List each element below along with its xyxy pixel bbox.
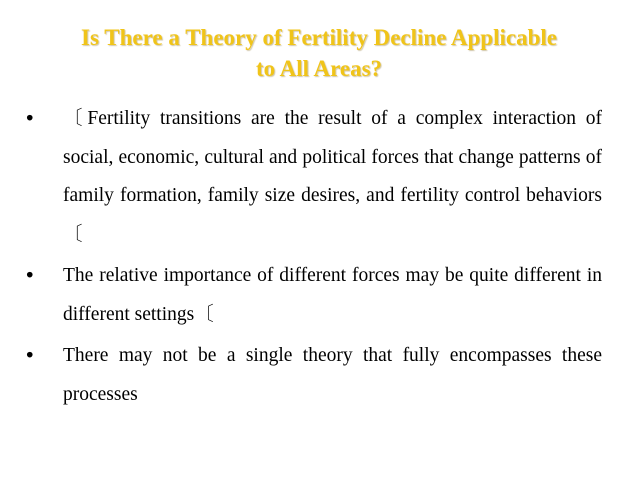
bullet-icon: • <box>24 264 36 287</box>
slide-title <box>20 22 618 84</box>
bullet-list <box>22 100 602 417</box>
slide-title-line-2: to All Areas? <box>255 56 383 81</box>
slide-title-line-1: Is There a Theory of Fertility Decline Applicable <box>81 25 557 50</box>
bullet-item-2 <box>22 257 602 334</box>
bullet-text: 〔Fertility transitions are the result of a complex interaction of social, economic, cultural and political forces that change patterns of family formation, family size desires, and fertility control behaviors〔 <box>63 108 602 245</box>
bullet-icon: • <box>24 107 36 130</box>
bullet-item-3 <box>22 337 602 414</box>
bullet-icon: • <box>24 344 36 367</box>
bullet-item-1 <box>22 100 602 254</box>
bullet-text: The relative importance of different forces may be quite different in different settings〔 <box>63 265 602 325</box>
bullet-text: There may not be a single theory that fully encompasses these processes <box>63 345 602 405</box>
